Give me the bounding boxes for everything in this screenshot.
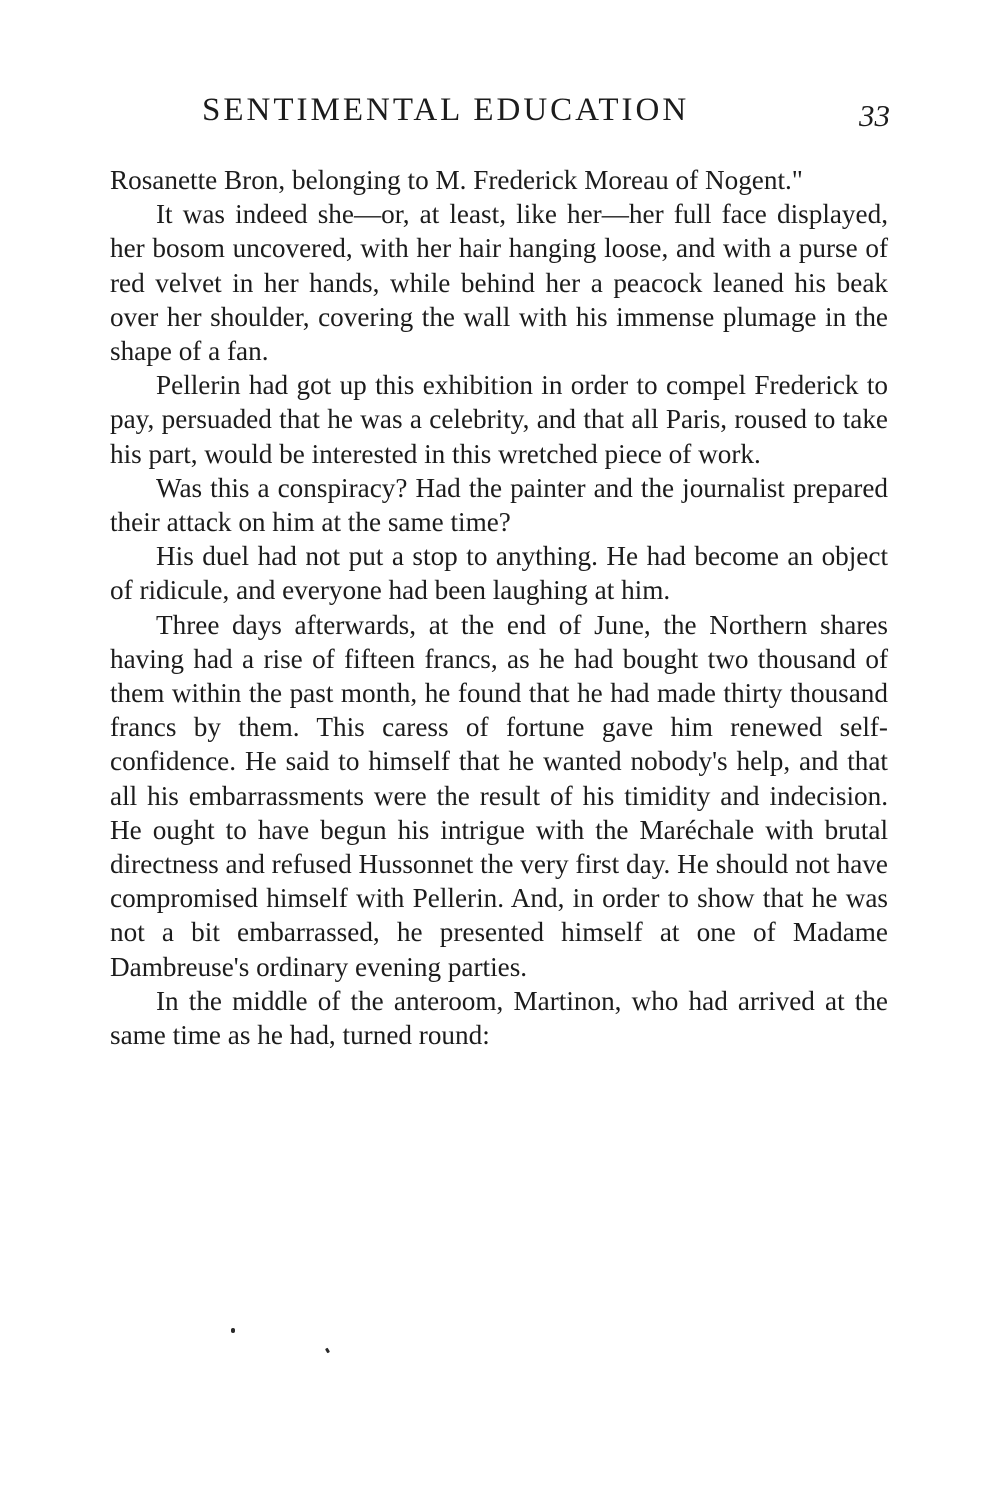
paragraph: Three days afterwards, at the end of June, the Northern shares having had a rise of fifteen francs, as he had bought two thousand of them within the past month, he found that he had made thirty thousand francs by them. This caress of fortune gave him renewed self-confidence. He said to himself that he wanted nobody's help, and that all his embarrassments were the result of his timidity and indecision. He ought to have begun his intrigue with the Maréchale with brutal directness and refused Hussonnet the very first day. He should not have compromised himself with Pellerin. And, in order to show that he was not a bit embarrassed, he presented himself at one of Madame Dambreuse's ordinary evening parties. xyxy=(110,609,888,982)
running-title: SENTIMENTAL EDUCATION xyxy=(202,92,690,128)
paragraph-continued: Rosanette Bron, belonging to M. Frederick Moreau of Nogent." xyxy=(110,165,803,195)
paragraph: Pellerin had got up this exhibition in order to compel Frederick to pay, persuaded that he was a celebrity, and that all Paris, roused to take his part, would be interested in this wretched piece of work. xyxy=(110,370,888,469)
ink-speck xyxy=(231,1328,235,1333)
paragraph: Was this a conspiracy? Had the painter and the journalist prepared their attack on him at the same time? xyxy=(110,472,888,538)
ink-speck xyxy=(325,1348,330,1354)
paragraph: In the middle of the anteroom, Martinon, who had arrived at the same time as he had, turned round: xyxy=(110,985,888,1051)
body-text xyxy=(110,163,888,1052)
running-head xyxy=(110,92,890,142)
page-number: 33 xyxy=(859,98,890,133)
paragraph: His duel had not put a stop to anything. He had become an object of ridicule, and everyone had been laughing at him. xyxy=(110,541,888,606)
paragraph: It was indeed she—or, at least, like her—her full face displayed, her bosom uncovered, with her hair hanging loose, and with a purse of red velvet in her hands, while behind her a peacock leaned his beak over her shoulder, covering the wall with his immense plumage in the shape of a fan. xyxy=(110,199,888,367)
